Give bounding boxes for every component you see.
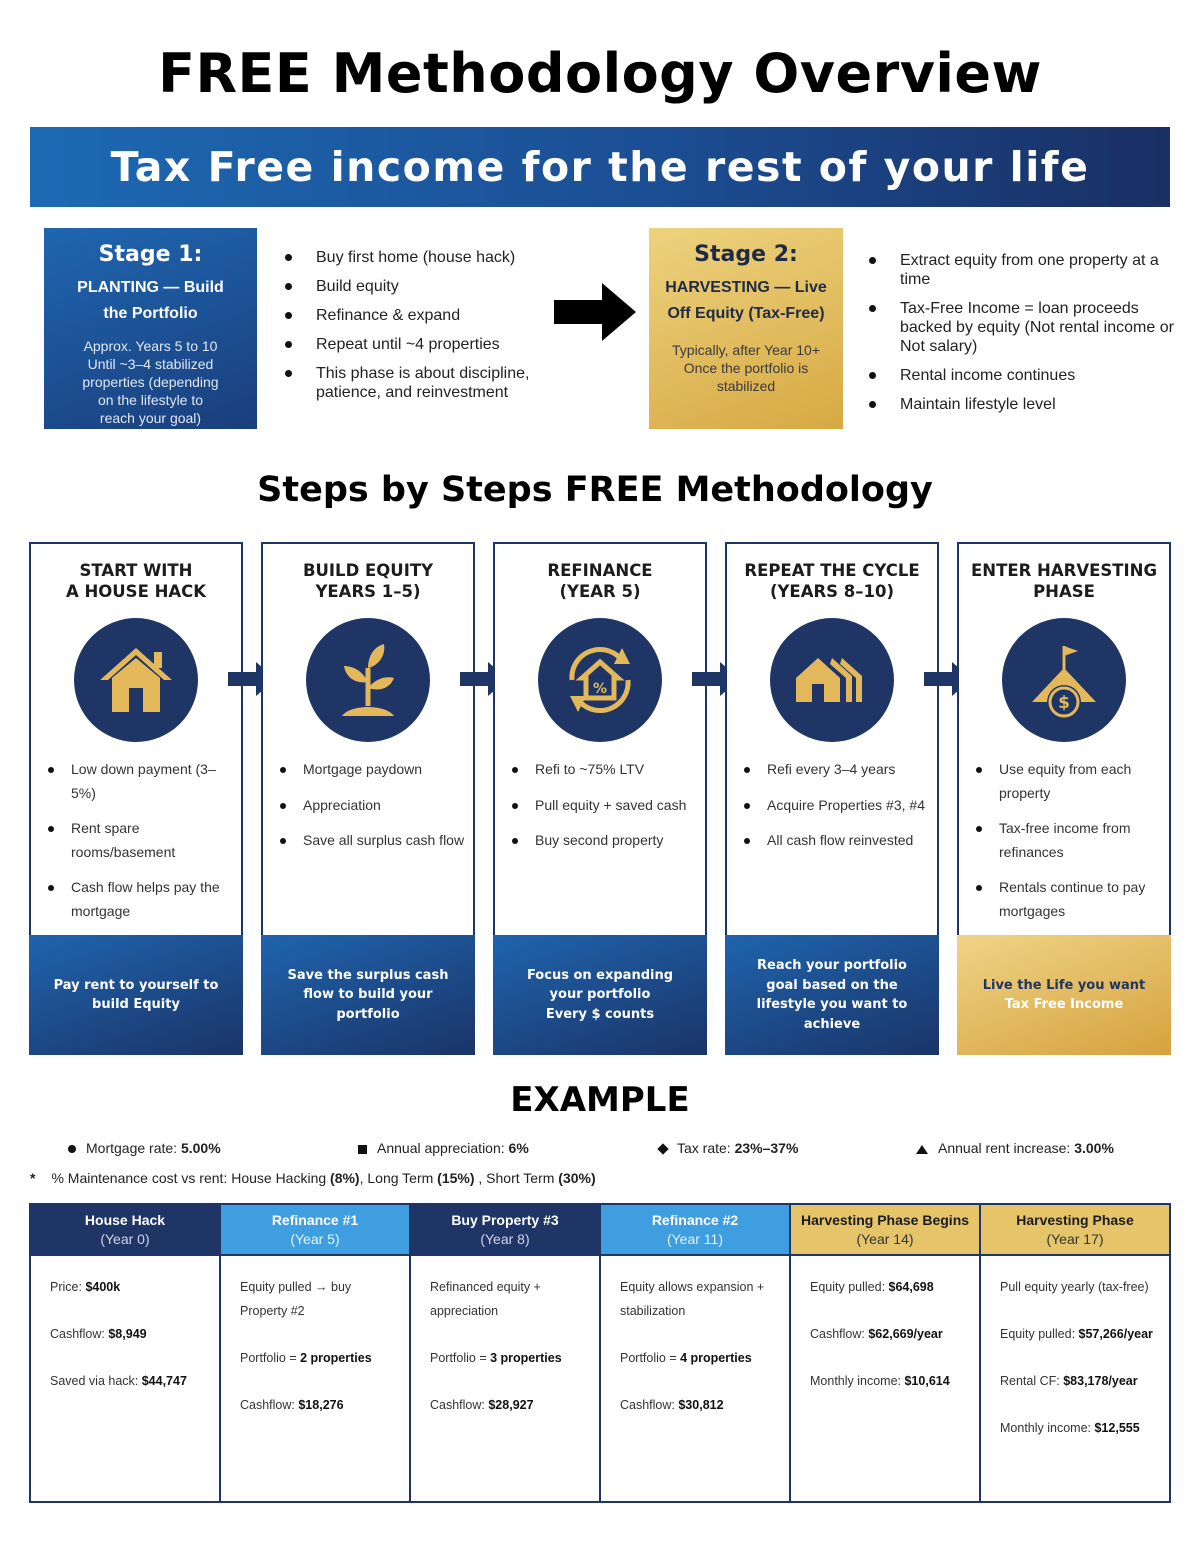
stage-1-note-line: Until ~3–4 stabilized (87, 356, 214, 372)
cell-label: Cashflow: (430, 1397, 489, 1412)
maintenance-value: (8%) (330, 1170, 360, 1186)
step-title-line: YEARS 1–5) (315, 582, 421, 601)
step-bullet: Appreciation (277, 794, 467, 818)
step-bullet: Save all surplus cash flow (277, 829, 467, 853)
page-title: FREE Methodology Overview (158, 42, 1042, 105)
step-title (31, 560, 241, 602)
table-cell (50, 1323, 207, 1347)
stage-1-subtitle-line: PLANTING — Build (77, 279, 224, 296)
param-appreciation (358, 1140, 529, 1156)
step-footer (493, 935, 707, 1055)
table-cell (1000, 1370, 1157, 1394)
table-column (31, 1205, 221, 1501)
column-header (31, 1205, 219, 1256)
step-bullet: Tax-free income from refinances (973, 817, 1163, 864)
column-body (981, 1256, 1169, 1441)
column-year: (Year 11) (666, 1231, 724, 1247)
step-footer-line: portfolio (336, 1006, 400, 1022)
step-title-line: START WITH (79, 561, 193, 580)
column-title: Refinance #2 (651, 1212, 739, 1228)
maintenance-note (30, 1170, 596, 1186)
step-bullet: Rentals continue to pay mortgages (973, 876, 1163, 923)
step-footer (29, 935, 243, 1055)
stage-2-subtitle-line: HARVESTING — Live (665, 279, 827, 296)
column-year: (Year 17) (1046, 1231, 1104, 1247)
cell-label: Cashflow: (50, 1327, 109, 1341)
cell-value: $62,669/year (868, 1327, 943, 1341)
column-body (221, 1256, 409, 1417)
stage-1-heading: Stage 1: (98, 242, 203, 267)
param-value: 6% (508, 1140, 529, 1156)
step-footer-line: goal based on the (766, 977, 898, 993)
step-card-build-equity (261, 542, 475, 1055)
step-footer-line: build Equity (92, 997, 180, 1012)
stage-1-box (44, 228, 257, 429)
step-card-refinance (493, 542, 707, 1055)
cell-label: Pull equity yearly (tax-free) (1000, 1280, 1149, 1294)
table-column (601, 1205, 791, 1501)
step-title-line: (YEAR 5) (559, 582, 641, 601)
cell-value: $64,698 (888, 1280, 934, 1294)
stage-1-note-line: properties (depending (82, 374, 219, 390)
step-title (495, 560, 705, 602)
column-year: (Year 14) (856, 1231, 914, 1247)
table-cell (1000, 1276, 1157, 1300)
step-footer-line: achieve (803, 1016, 861, 1032)
house-icon (74, 618, 198, 742)
tagline-banner: Tax Free income for the rest of your life (30, 127, 1170, 207)
stage-2-bullets (866, 251, 1176, 424)
stage-2-bullet: Rental income continues (866, 366, 1176, 385)
table-cell (620, 1394, 777, 1418)
multiple-houses-icon (770, 618, 894, 742)
step-bullets (277, 758, 467, 865)
column-header (981, 1205, 1169, 1256)
stage-1-note-line: on the lifestyle to (97, 392, 204, 408)
stage-1-bullet: Repeat until ~4 properties (282, 335, 582, 354)
example-heading: EXAMPLE (510, 1080, 690, 1120)
param-value: 5.00% (180, 1140, 221, 1156)
step-card-harvesting (957, 542, 1171, 1055)
mountain-dollar-icon (1002, 618, 1126, 742)
stage-1-note-line: reach your goal) (99, 410, 202, 426)
cell-label: Cashflow: (810, 1327, 869, 1341)
column-year: (Year 0) (100, 1231, 150, 1247)
step-footer (261, 935, 475, 1055)
param-label: Annual rent increase: (938, 1140, 1071, 1156)
step-title-line: (YEARS 8–10) (769, 582, 895, 601)
step-card-repeat-cycle (725, 542, 939, 1055)
asterisk-marker: * (30, 1170, 36, 1186)
cell-label: Portfolio = (430, 1350, 491, 1365)
cell-label: Price: (50, 1280, 86, 1294)
param-mortgage-rate (68, 1140, 221, 1156)
table-cell (430, 1394, 587, 1418)
cell-value: $44,747 (141, 1374, 187, 1388)
stage-2-bullet: Maintain lifestyle level (866, 395, 1176, 414)
param-tax-rate (659, 1140, 798, 1156)
table-column (221, 1205, 411, 1501)
step-bullet: Acquire Properties #3, #4 (741, 794, 931, 818)
cell-value: $12,555 (1094, 1421, 1140, 1435)
table-cell (50, 1370, 207, 1394)
param-label: Annual appreciation: (377, 1140, 505, 1156)
column-year: (Year 5) (290, 1231, 340, 1247)
step-footer-line: lifestyle you want to (756, 997, 908, 1012)
stage-1-note-line: Approx. Years 5 to 10 (83, 338, 218, 354)
maintenance-text: , Short Term (474, 1170, 559, 1186)
cell-value: $57,266/year (1078, 1327, 1153, 1341)
column-title: Buy Property #3 (451, 1212, 559, 1228)
step-title-line: BUILD EQUITY (302, 561, 434, 580)
step-title-line: REPEAT THE CYCLE (744, 561, 920, 580)
step-bullet: Cash flow helps pay the mortgage (45, 876, 235, 923)
step-bullets (509, 758, 699, 865)
step-bullets (741, 758, 931, 865)
cell-value: $83,178/year (1063, 1374, 1138, 1388)
table-cell (240, 1347, 397, 1371)
cell-value: 4 properties (680, 1350, 752, 1365)
table-cell (240, 1394, 397, 1418)
refinance-house-icon (538, 618, 662, 742)
stage-2-subtitle (649, 275, 843, 327)
maintenance-text: , Long Term (359, 1170, 438, 1186)
cell-value: $8,949 (108, 1327, 147, 1341)
table-column (791, 1205, 981, 1501)
cell-label: Equity pulled: (810, 1280, 889, 1294)
column-body (791, 1256, 979, 1394)
param-value: 3.00% (1074, 1140, 1114, 1156)
step-bullets (45, 758, 235, 935)
step-bullet: Pull equity + saved cash (509, 794, 699, 818)
cell-label: Cashflow: (620, 1397, 679, 1412)
cell-label: Equity pulled → buy Property #2 (240, 1280, 352, 1318)
stage-2-bullet: Tax-Free Income = loan proceeds backed by equity (Not rental income or Not salary) (866, 299, 1176, 356)
step-footer-line: Focus on expanding (526, 967, 674, 983)
stage-1-note (44, 337, 257, 427)
table-cell (620, 1347, 777, 1371)
cell-label: Portfolio = (620, 1350, 681, 1365)
cell-value: $10,614 (904, 1374, 950, 1388)
svg-text:%: % (592, 681, 608, 697)
stage-2-heading: Stage 2: (694, 242, 798, 267)
stage-1-subtitle (44, 275, 257, 327)
param-rent-increase (916, 1140, 1114, 1156)
stage-2-bullet: Extract equity from one property at a time (866, 251, 1176, 289)
table-cell (240, 1276, 397, 1323)
example-timeline-table (29, 1203, 1171, 1503)
table-cell (430, 1347, 587, 1371)
step-bullet: All cash flow reinvested (741, 829, 931, 853)
cell-label: Monthly income: (1000, 1421, 1095, 1435)
table-cell (1000, 1417, 1157, 1441)
step-title-line: REFINANCE (547, 561, 653, 580)
table-cell (620, 1276, 777, 1323)
column-body (31, 1256, 219, 1394)
stage-1-bullet: Refinance & expand (282, 306, 582, 325)
step-title-line: A HOUSE HACK (65, 582, 207, 601)
column-header (411, 1205, 599, 1256)
step-bullet: Mortgage paydown (277, 758, 467, 782)
table-cell (810, 1276, 967, 1300)
step-bullet: Low down payment (3–5%) (45, 758, 235, 805)
cell-label: Equity pulled: (1000, 1327, 1079, 1341)
cell-label: Equity allows expansion + stabilization (620, 1280, 765, 1318)
table-cell (430, 1276, 587, 1323)
steps-title: Steps by Steps FREE Methodology (257, 470, 933, 510)
column-header (601, 1205, 789, 1256)
stage-1-bullets (282, 248, 582, 412)
step-title (727, 560, 937, 602)
right-arrow-icon (554, 283, 636, 341)
stage-2-subtitle-line: Off Equity (Tax-Free) (667, 305, 825, 322)
step-bullet: Rent spare rooms/basement (45, 817, 235, 864)
triangle-bullet-icon (916, 1145, 928, 1154)
cell-label: Refinanced equity + appreciation (430, 1280, 541, 1318)
table-cell (50, 1276, 207, 1300)
cell-value: $30,812 (678, 1397, 724, 1412)
step-footer (725, 935, 939, 1055)
column-header (221, 1205, 409, 1256)
column-title: Harvesting Phase Begins (800, 1212, 970, 1228)
maintenance-text: % Maintenance cost vs rent: House Hacking (51, 1170, 331, 1186)
square-bullet-icon (358, 1145, 367, 1154)
stage-1-bullet: This phase is about discipline, patience, and reinvestment (282, 364, 582, 402)
stage-2-note-line: stabilized (716, 378, 776, 394)
cell-label: Saved via hack: (50, 1374, 142, 1388)
step-bullets (973, 758, 1163, 935)
step-footer-line: flow to build your (303, 987, 433, 1003)
table-column (411, 1205, 601, 1501)
column-title: Refinance #1 (271, 1212, 359, 1228)
cell-value: $400k (85, 1280, 121, 1294)
step-footer-line: Pay rent to yourself to (53, 977, 219, 993)
step-card-house-hack (29, 542, 243, 1055)
table-cell (810, 1323, 967, 1347)
cell-label: Cashflow: (240, 1397, 299, 1412)
param-label: Tax rate: (677, 1140, 731, 1156)
step-bullet: Refi to ~75% LTV (509, 758, 699, 782)
svg-text:$: $ (1058, 693, 1070, 713)
step-footer-line: Save the surplus cash (287, 967, 449, 983)
step-bullet: Buy second property (509, 829, 699, 853)
column-body (601, 1256, 789, 1417)
circle-bullet-icon (68, 1145, 76, 1153)
column-year: (Year 8) (480, 1231, 530, 1247)
stage-2-note-line: Once the portfolio is (683, 360, 809, 376)
step-footer (957, 935, 1171, 1055)
step-footer-line: Reach your portfolio (757, 958, 907, 973)
cell-label: Rental CF: (1000, 1374, 1064, 1388)
step-title (959, 560, 1169, 602)
param-value: 23%–37% (734, 1140, 799, 1156)
table-column (981, 1205, 1169, 1501)
step-title-line: ENTER HARVESTING (970, 561, 1157, 580)
step-footer-line: Every $ counts (545, 1006, 655, 1022)
cell-value: $18,276 (298, 1397, 344, 1412)
cell-value: 3 properties (490, 1350, 562, 1365)
cell-label: Monthly income: (810, 1374, 905, 1388)
column-header (791, 1205, 979, 1256)
maintenance-value: (15%) (437, 1170, 475, 1186)
step-title-line: PHASE (1033, 582, 1095, 601)
table-cell (1000, 1323, 1157, 1347)
maintenance-value: (30%) (558, 1170, 596, 1186)
stage-1-bullet: Buy first home (house hack) (282, 248, 582, 267)
column-title: Harvesting Phase (1016, 1212, 1134, 1228)
cell-value: $28,927 (488, 1397, 534, 1412)
step-footer-line: Tax Free Income (1004, 997, 1124, 1012)
step-bullet: Use equity from each property (973, 758, 1163, 805)
stage-1-bullet: Build equity (282, 277, 582, 296)
column-body (411, 1256, 599, 1417)
stage-2-box (649, 228, 843, 429)
step-bullet: Refi every 3–4 years (741, 758, 931, 782)
stage-2-note-line: Typically, after Year 10+ (672, 342, 820, 358)
step-title (263, 560, 473, 602)
stage-2-note (649, 341, 843, 395)
step-footer-line: Live the Life you want (982, 977, 1146, 993)
stage-1-subtitle-line: the Portfolio (103, 305, 198, 322)
cell-value: 2 properties (300, 1350, 372, 1365)
param-label: Mortgage rate: (86, 1140, 178, 1156)
step-footer-line: your portfolio (549, 987, 651, 1003)
cell-label: Portfolio = (240, 1350, 301, 1365)
column-title: House Hack (84, 1212, 166, 1228)
diamond-bullet-icon (657, 1144, 668, 1155)
sprout-icon (306, 618, 430, 742)
table-cell (810, 1370, 967, 1394)
